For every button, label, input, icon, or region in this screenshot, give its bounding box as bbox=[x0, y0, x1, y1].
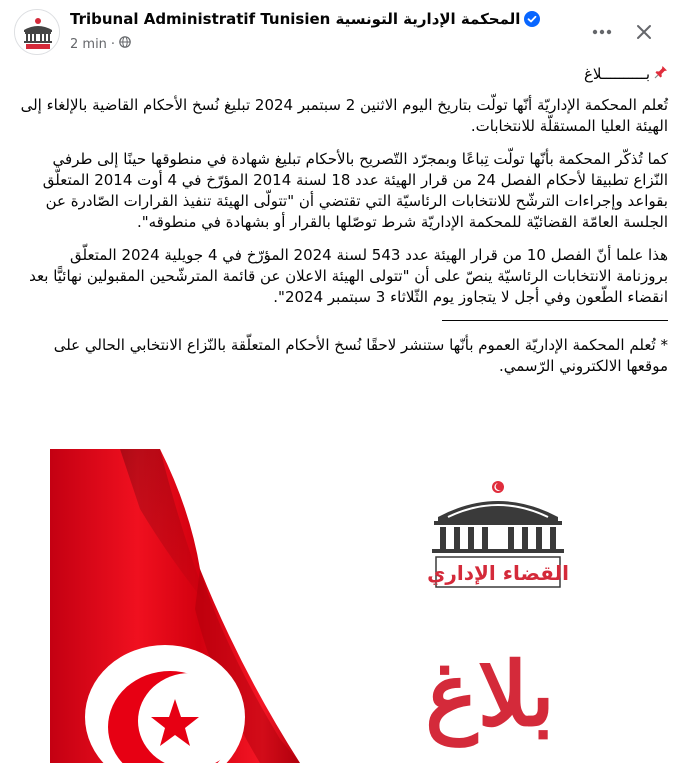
post-paragraph-2: كما تُذكّر المحكمة بأنّها تولّت تِباعًا وبمجرّد التّصريح بالأحكام تبليغ شهادة في منطوقها حينًا إلى طرفي النّزاع تطبيقا لأحكام الفصل 24 من قرار الهيئة عدد 18 لسنة 2014 المؤرّخ في 4 أوت 2014 المتعلّق بقواعد وإجراءات الترشّح للانتخابات الرئاسيّة التي تقتضي أن "تتولّى الهيئة تنفيذ القرارات الصّادرة عن الجلسة العامّة القضائيّة للمحكمة الإداريّة شرط توصّلها بالقرار أو بشهادة في منطوقه". bbox=[42, 150, 668, 231]
post-text bbox=[14, 64, 668, 389]
post-paragraph-3: هذا علما أنّ الفصل 10 من قرار الهيئة عدد 543 لسنة 2024 المؤرّخ في 4 جويلية 2024 المتعلّق بروزنامة الانتخابات الرئاسيّة ينصّ على أن "تتولى الهيئة الاعلان عن قائمة المترشّحين المقبولين نهائيًّا بعد انقضاء الطّعون وفي أجل لا يتجاوز يوم الثّلاثاء 3 سبتمبر 2024". bbox=[29, 246, 668, 306]
court-logo-icon bbox=[15, 10, 60, 55]
tunisian-flag-graphic bbox=[0, 449, 684, 763]
globe-icon bbox=[119, 36, 131, 52]
page-avatar[interactable] bbox=[14, 9, 60, 55]
more-dots-icon bbox=[592, 29, 612, 35]
court-building-icon bbox=[426, 477, 570, 595]
close-button[interactable] bbox=[628, 16, 660, 48]
close-icon bbox=[636, 24, 652, 40]
post-header bbox=[0, 0, 684, 66]
post-title: بــــــــــلاغ bbox=[583, 65, 650, 83]
post-paragraph-1: تُعلم المحكمة الإداريّة أنّها تولّت بتاريخ اليوم الاثنين 2 سبتمبر 2024 تبليغ نُسخ الأحكام القاضية بالإلغاء إلى الهيئة العليا المستقلّة للانتخابات. bbox=[20, 96, 668, 135]
post-meta bbox=[70, 36, 131, 52]
announcement-word: بلاغ bbox=[425, 642, 555, 746]
verified-badge-icon bbox=[524, 11, 540, 31]
meta-separator: · bbox=[110, 36, 116, 52]
page-name-text[interactable]: Tribunal Administratif Tunisien المحكمة الإدارية التونسية bbox=[70, 10, 521, 28]
page-name-link[interactable] bbox=[70, 10, 540, 31]
footnote-divider bbox=[442, 320, 668, 321]
administrative-justice-logo bbox=[426, 477, 570, 595]
post-timestamp[interactable]: 2 min bbox=[70, 36, 107, 52]
post-image[interactable] bbox=[0, 449, 684, 763]
post-title-line bbox=[14, 64, 668, 85]
post-footnote: * تُعلم المحكمة الإداريّة العموم بأنّها ستنشر لاحقًا نُسخ الأحكام المتعلّقة بالنّزاع الانتخابي الحالي على موقعها الالكتروني الرّسمي. bbox=[53, 336, 668, 375]
logo-caption: القضاء الإداري bbox=[427, 561, 569, 585]
pushpin-icon bbox=[654, 64, 668, 85]
more-options-button[interactable] bbox=[586, 16, 618, 48]
